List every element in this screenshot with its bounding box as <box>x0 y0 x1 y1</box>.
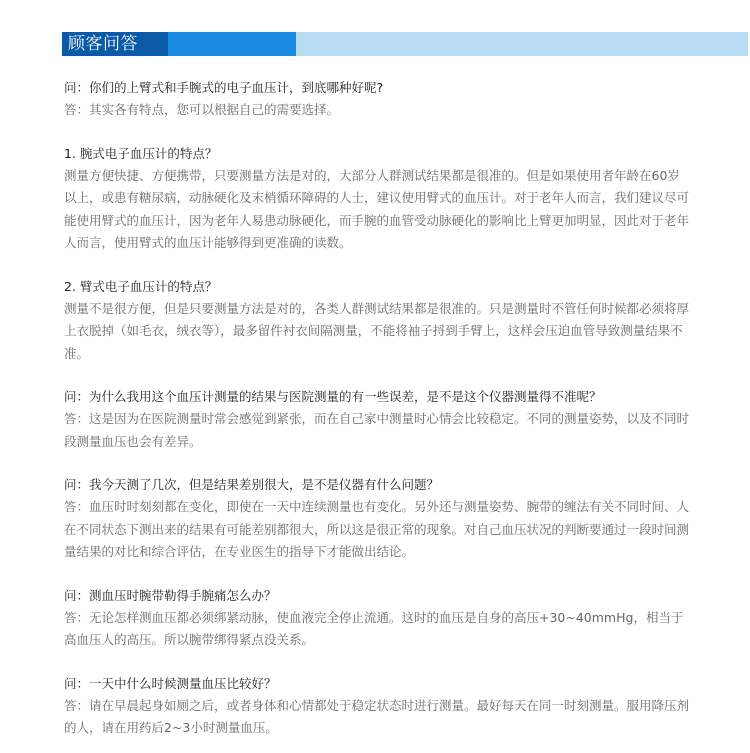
faq-question: 问：一天中什么时候测量血压比较好？ <box>64 675 277 691</box>
faq-answer: 测量不是很方便，但是只要测量方法是对的，各类人群测试结果都是很准的。只是测量时不管任何时候都必须将厚上衣脱掉（如毛衣，绒衣等），最多留件衬衣间隔测量，不能将袖子捋到手臂上，这样会压迫血管导致测量结果不准。 <box>64 300 690 361</box>
faq-item <box>64 474 690 564</box>
faq-answer: 测量方便快捷、方便携带，只要测量方法是对的，大部分人群测试结果都是很准的。但是如果使用者年龄在60岁以上，或患有糖尿病，动脉硬化及末梢循环障碍的人士，建议使用臂式的血压计。对于老年人而言，我们建议尽可能使用臂式的血压计，因为老年人易患动脉硬化，而手腕的血管受动脉硬化的影响比上臂更加明显，因此对于老年人而言，使用臂式的血压计能够得到更准确的读数。 <box>64 167 690 250</box>
faq-item <box>64 276 690 366</box>
faq-item <box>64 585 690 652</box>
faq-question: 问：你们的上臂式和手腕式的电子血压计，到底哪种好呢? <box>64 80 384 95</box>
faq-list <box>64 77 690 740</box>
faq-question: 问：测血压时腕带勒得手腕痛怎么办？ <box>64 587 277 603</box>
header-dark-segment <box>62 32 168 56</box>
faq-answer: 答：这是因为在医院测量时常会感觉到紧张，而在自己家中测量时心情会比较稳定。不同的测量姿势，以及不同时段测量血压也会有差异。 <box>64 411 690 449</box>
header-light-segment <box>296 32 748 56</box>
faq-item <box>64 673 690 740</box>
faq-answer: 答：血压时时刻刻都在变化，即使在一天中连续测量也有变化。另外还与测量姿势、腕带的缠法有关不同时间、人在不同状态下测出来的结果有可能差别都很大，所以这是很正常的现象。对自己血压状况的判断要通过一段时间测量结果的对比和综合评估，在专业医生的指导下才能做出结论。 <box>64 499 690 559</box>
faq-answer: 答：无论怎样测血压都必须绑紧动脉，使血液完全停止流通。这时的血压是自身的高压+30~40mmHg，相当于高血压人的高压。所以腕带绑得紧点没关系。 <box>64 609 684 647</box>
faq-item <box>64 77 690 122</box>
faq-answer: 答：请在早晨起身如厕之后，或者身体和心情都处于稳定状态时进行测量。最好每天在同一时刻测量。服用降压剂的人，请在用药后2~3小时测量血压。 <box>64 697 690 735</box>
faq-item <box>64 143 690 255</box>
faq-answer: 答：其实各有特点，您可以根据自己的需要选择。 <box>64 102 340 117</box>
faq-question: 问：我今天测了几次，但是结果差别很大，是不是仪器有什么问题？ <box>64 477 440 492</box>
section-header <box>62 32 748 56</box>
faq-question: 问：为什么我用这个血压计测量的结果与医院测量的有一些误差，是不是这个仪器测量得不准呢？ <box>64 389 602 404</box>
section-title: 顾客问答 <box>68 34 138 54</box>
header-mid-segment <box>168 32 296 56</box>
faq-question: 2. 臂式电子血压计的特点？ <box>64 278 218 294</box>
faq-question: 1. 腕式电子血压计的特点？ <box>64 145 218 161</box>
faq-item <box>64 386 690 453</box>
